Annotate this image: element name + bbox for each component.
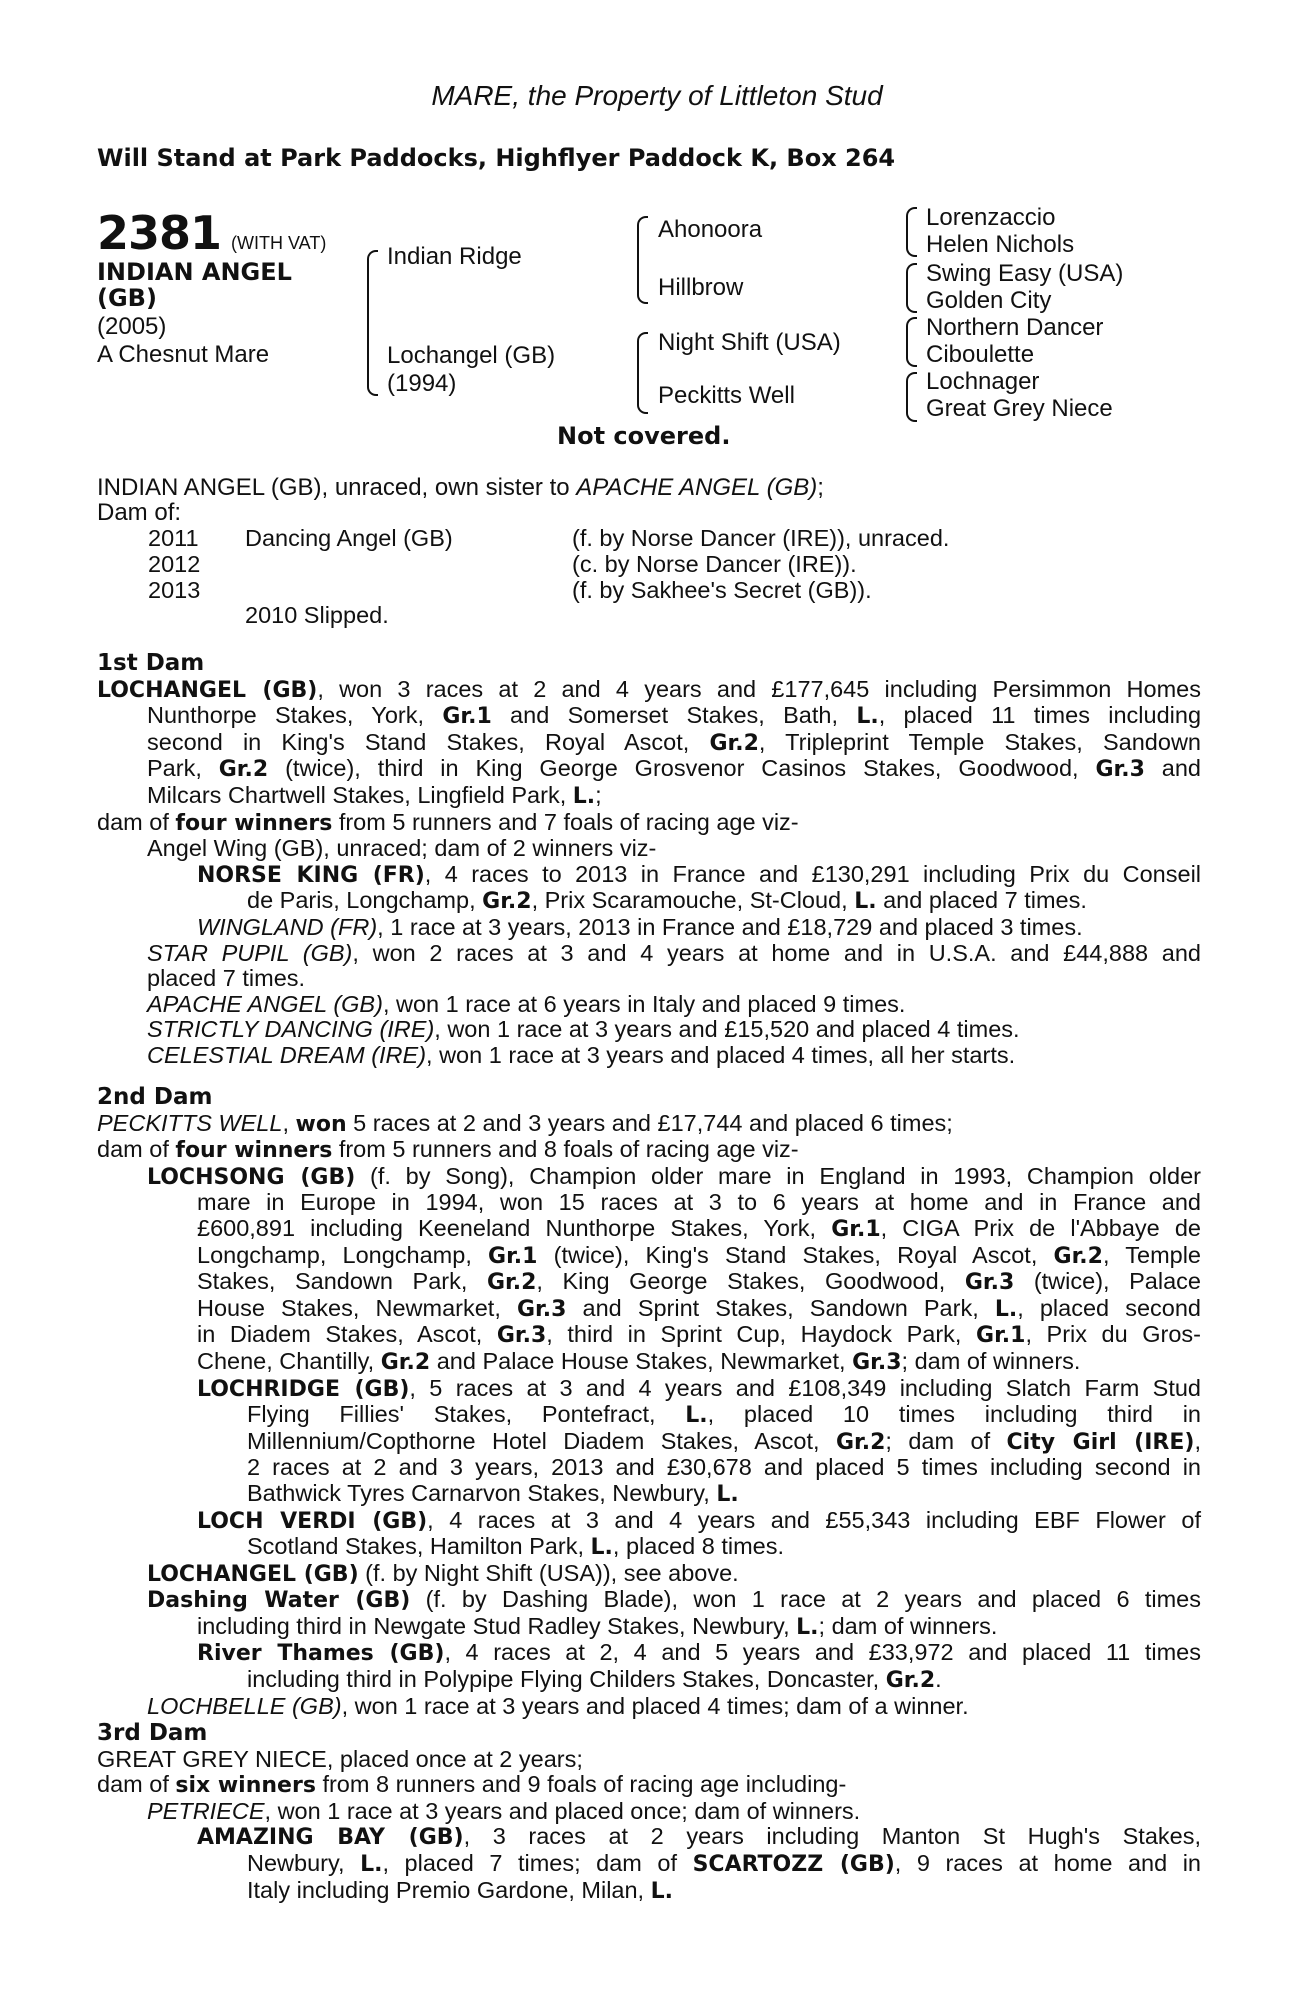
horse-description: A Chesnut Mare xyxy=(97,341,270,368)
pedigree-brace-g4-1 xyxy=(906,207,917,257)
dam-line: LOCHBELLE (GB), won 1 race at 3 years and placed 4 times; dam of a winner. xyxy=(147,1692,969,1719)
dam-line: 2 races at 2 and 3 years, 2013 and £30,678 and placed 5 times including second in xyxy=(247,1454,1201,1481)
produce-detail: (c. by Norse Dancer (IRE)). xyxy=(572,551,857,577)
pedigree-brace-g4-4 xyxy=(906,372,917,422)
not-covered-note: Not covered. xyxy=(557,422,731,450)
produce-year: 2013 xyxy=(148,577,201,603)
dam-line: Newbury, L., placed 7 times; dam of SCARTOZZ (GB), 9 races at home and in xyxy=(247,1849,1202,1877)
dam-line: Chene, Chantilly, Gr.2 and Palace House Stakes, Newmarket, Gr.3; dam of winners. xyxy=(197,1347,1081,1375)
pedigree-g4-4: Golden City xyxy=(926,287,1052,314)
dam-line: PECKITTS WELL, won 5 races at 2 and 3 years and £17,744 and placed 6 times; xyxy=(97,1109,953,1137)
dam-line: AMAZING BAY (GB), 3 races at 2 years including Manton St Hugh's Stakes, xyxy=(197,1823,1201,1851)
dam-line: NORSE KING (FR), 4 races to 2013 in France and £130,291 including Prix du Conseil xyxy=(197,860,1202,888)
pedigree-brace-g4-2 xyxy=(906,263,917,313)
dam-line: in Diadem Stakes, Ascot, Gr.3, third in Sprint Cup, Haydock Park, Gr.1, Prix du Gros- xyxy=(197,1321,1201,1349)
dam-line: LOCHRIDGE (GB), 5 races at 3 and 4 years and £108,349 including Slatch Farm Stud xyxy=(197,1374,1202,1402)
dam-line: placed 7 times. xyxy=(147,965,306,992)
section-heading: 1st Dam xyxy=(97,650,205,676)
dam-line: including third in Newgate Stud Radley Stakes, Newbury, L.; dam of winners. xyxy=(197,1612,998,1640)
pedigree-g4-7: Lochnager xyxy=(926,368,1040,395)
pedigree-dam-dam: Peckitts Well xyxy=(658,382,795,409)
produce-year: 2012 xyxy=(148,551,201,577)
lot-number-line xyxy=(97,206,326,260)
produce-intro: INDIAN ANGEL (GB), unraced, own sister to APACHE ANGEL (GB); xyxy=(97,474,824,501)
pedigree-g4-3: Swing Easy (USA) xyxy=(926,260,1124,287)
pedigree-sire-sire: Ahonoora xyxy=(658,216,763,243)
pedigree-g4-2: Helen Nichols xyxy=(926,231,1075,258)
pedigree-g4-8: Great Grey Niece xyxy=(926,395,1113,422)
dam-line: Milcars Chartwell Stakes, Lingfield Park, L.; xyxy=(147,781,602,809)
pedigree-brace-dam xyxy=(637,332,648,414)
pedigree-brace-gen1 xyxy=(367,250,378,396)
stand-location: Will Stand at Park Paddocks, Highflyer Paddock K, Box 264 xyxy=(97,144,896,172)
dam-line: APACHE ANGEL (GB), won 1 race at 6 years in Italy and placed 9 times. xyxy=(147,990,906,1017)
dam-line: GREAT GREY NIECE, placed once at 2 years; xyxy=(97,1745,583,1772)
dam-line: dam of six winners from 8 runners and 9 foals of racing age including- xyxy=(97,1771,847,1799)
dam-line: STAR PUPIL (GB), won 2 races at 3 and 4 years at home and in U.S.A. and £44,888 and xyxy=(147,939,1201,966)
dam-line: CELESTIAL DREAM (IRE), won 1 race at 3 years and placed 4 times, all her starts. xyxy=(147,1041,1016,1068)
dam-line: WINGLAND (FR), 1 race at 3 years, 2013 in France and £18,729 and placed 3 times. xyxy=(197,913,1083,940)
dam-line: LOCHANGEL (GB) (f. by Night Shift (USA)), see above. xyxy=(147,1559,739,1587)
pedigree-dam: Lochangel (GB) xyxy=(387,342,556,369)
pedigree-sire-dam: Hillbrow xyxy=(658,274,744,301)
dam-line: LOCHSONG (GB) (f. by Song), Champion older mare in England in 1993, Champion older xyxy=(147,1162,1201,1190)
pedigree-brace-sire xyxy=(637,216,648,304)
pedigree-g4-6: Ciboulette xyxy=(926,341,1035,368)
section-heading: 2nd Dam xyxy=(97,1084,213,1110)
foaling-year: (2005) xyxy=(97,313,167,340)
page-title: MARE, the Property of Littleton Stud xyxy=(431,80,883,111)
second-dam-section xyxy=(97,1085,1201,1719)
dam-line: STRICTLY DANCING (IRE), won 1 race at 3 years and £15,520 and placed 4 times. xyxy=(147,1016,1020,1043)
pedigree-brace-g4-3 xyxy=(906,317,917,367)
dam-line: dam of four winners from 5 runners and 8 foals of racing age viz- xyxy=(97,1136,799,1164)
dam-line: Dashing Water (GB) (f. by Dashing Blade), won 1 race at 2 years and placed 6 times xyxy=(147,1586,1201,1614)
dam-line: Nunthorpe Stakes, York, Gr.1 and Somerset Stakes, Bath, L., placed 11 times including xyxy=(147,702,1202,730)
dam-line: £600,891 including Keeneland Nunthorpe Stakes, York, Gr.1, CIGA Prix de l'Abbaye de xyxy=(197,1214,1201,1242)
pedigree-dam-sire: Night Shift (USA) xyxy=(658,329,841,356)
pedigree-g4-5: Northern Dancer xyxy=(926,314,1104,341)
section-heading: 3rd Dam xyxy=(97,1720,208,1746)
dam-line: Italy including Premio Gardone, Milan, L. xyxy=(247,1876,673,1904)
dam-line: mare in Europe in 1994, won 15 races at 3 to 6 years at home and in France and xyxy=(197,1189,1201,1216)
dam-line: Millennium/Copthorne Hotel Diadem Stakes, Ascot, Gr.2; dam of City Girl (IRE), xyxy=(247,1427,1201,1455)
produce-dam-of: Dam of: xyxy=(97,499,182,526)
pedigree-sire: Indian Ridge xyxy=(387,243,522,270)
pedigree-dam-year: (1994) xyxy=(387,370,457,397)
produce-slipped: 2010 Slipped. xyxy=(245,602,389,628)
first-dam-section xyxy=(97,651,1201,1069)
produce-detail: (f. by Norse Dancer (IRE)), unraced. xyxy=(572,525,950,551)
lot-number: 2381 xyxy=(97,206,222,260)
dam-line: Flying Fillies' Stakes, Pontefract, L., placed 10 times including third in xyxy=(247,1401,1201,1429)
dam-line: Stakes, Sandown Park, Gr.2, King George Stakes, Goodwood, Gr.3 (twice), Palace xyxy=(197,1268,1201,1296)
produce-year: 2011 xyxy=(148,525,199,551)
dam-line: including third in Polypipe Flying Childers Stakes, Doncaster, Gr.2. xyxy=(247,1666,942,1694)
produce-name: Dancing Angel (GB) xyxy=(245,525,453,551)
vat-note: (WITH VAT) xyxy=(231,233,327,253)
third-dam-section xyxy=(97,1721,1201,1904)
dam-line: LOCH VERDI (GB), 4 races at 3 and 4 years and £55,343 including EBF Flower of xyxy=(197,1506,1201,1534)
dam-line: second in King's Stand Stakes, Royal Ascot, Gr.2, Tripleprint Temple Stakes, Sandown xyxy=(147,728,1201,756)
produce-detail: (f. by Sakhee's Secret (GB)). xyxy=(572,577,872,603)
dam-line: LOCHANGEL (GB), won 3 races at 2 and 4 years and £177,645 including Persimmon Homes xyxy=(97,675,1201,703)
pedigree-g4-1: Lorenzaccio xyxy=(926,204,1056,231)
dam-line: PETRIECE, won 1 race at 3 years and placed once; dam of winners. xyxy=(147,1797,861,1824)
dam-line: dam of four winners from 5 runners and 7 foals of racing age viz- xyxy=(97,808,799,836)
horse-name-country: (GB) xyxy=(97,284,157,312)
dam-line: House Stakes, Newmarket, Gr.3 and Sprint Stakes, Sandown Park, L., placed second xyxy=(197,1294,1201,1322)
dam-line: de Paris, Longchamp, Gr.2, Prix Scaramouche, St-Cloud, L. and placed 7 times. xyxy=(247,887,1087,915)
dam-line: Bathwick Tyres Carnarvon Stakes, Newbury, L. xyxy=(247,1479,739,1507)
dam-line: Scotland Stakes, Hamilton Park, L., placed 8 times. xyxy=(247,1533,785,1561)
dam-line: Park, Gr.2 (twice), third in King George Grosvenor Casinos Stakes, Goodwood, Gr.3 and xyxy=(147,755,1201,783)
dam-line: Longchamp, Longchamp, Gr.1 (twice), King's Stand Stakes, Royal Ascot, Gr.2, Temple xyxy=(197,1241,1201,1269)
dam-line: River Thames (GB), 4 races at 2, 4 and 5 years and £33,972 and placed 11 times xyxy=(197,1639,1201,1667)
horse-name: INDIAN ANGEL xyxy=(97,258,292,286)
dam-line: Angel Wing (GB), unraced; dam of 2 winners viz- xyxy=(147,835,657,862)
